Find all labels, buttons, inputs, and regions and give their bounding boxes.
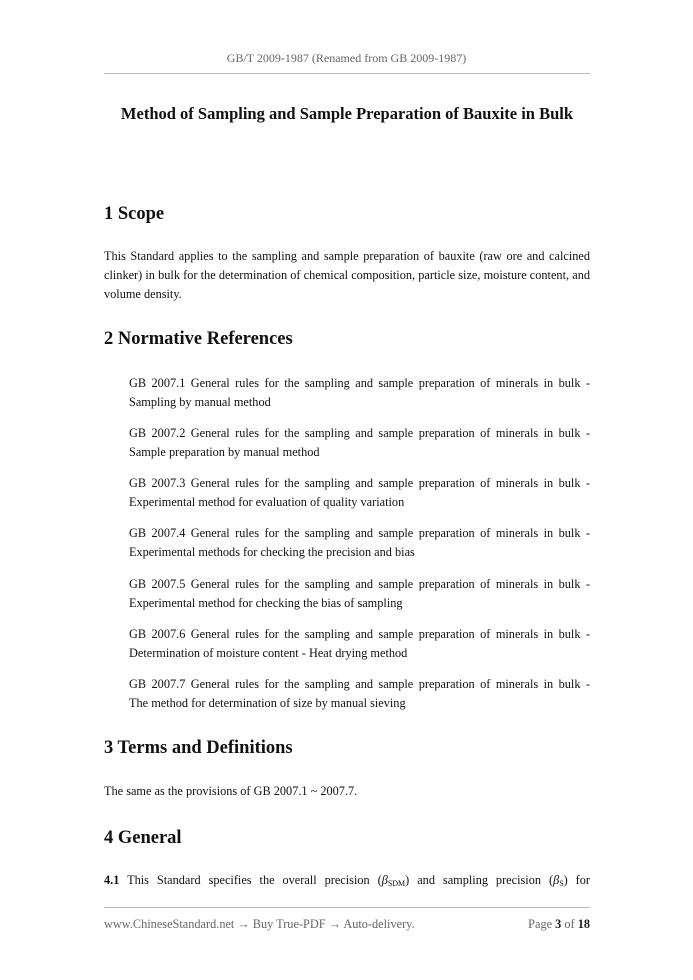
- of-word: of: [564, 917, 575, 931]
- clause-text: ) and sampling precision (: [405, 873, 554, 887]
- terms-paragraph: The same as the provisions of GB 2007.1 ~ 2007.7.: [104, 784, 358, 798]
- footer-rule: [104, 907, 590, 908]
- reference-line: Experimental method for evaluation of quality variation: [129, 495, 405, 509]
- scope-paragraph: This Standard applies to the sampling and sample preparation of bauxite (raw ore and calcined clinker) in bulk for the determination of chemical composition, particle size, moisture content, and volume density.: [104, 249, 590, 301]
- subscript-s: S: [559, 879, 564, 888]
- section-heading-terms: 3 Terms and Definitions: [104, 738, 293, 758]
- reference-line: Experimental methods for checking the precision and bias: [129, 545, 415, 559]
- reference-item: [129, 424, 590, 462]
- reference-line: GB 2007.5 General rules for the sampling and sample preparation of minerals in bulk -: [129, 577, 590, 591]
- reference-item: [129, 374, 590, 412]
- page-total: 18: [577, 917, 590, 931]
- running-header: GB/T 2009-1987 (Renamed from GB 2009-1987): [226, 51, 467, 65]
- reference-line: The method for determination of size by manual sieving: [129, 696, 406, 710]
- section-heading-scope: 1 Scope: [104, 204, 165, 224]
- reference-item: [129, 675, 590, 713]
- page-indicator: [528, 917, 590, 932]
- reference-line: Determination of moisture content - Heat drying method: [129, 646, 408, 660]
- reference-item: [129, 625, 590, 663]
- clause-number: 4.1: [104, 873, 120, 887]
- page-word: Page: [528, 917, 553, 931]
- header-rule: [104, 73, 590, 74]
- reference-line: GB 2007.7 General rules for the sampling and sample preparation of minerals in bulk -: [129, 677, 590, 691]
- clause-text: This Standard specifies the overall precision (: [127, 873, 382, 887]
- reference-line: GB 2007.4 General rules for the sampling and sample preparation of minerals in bulk -: [129, 526, 590, 540]
- reference-item: [129, 524, 590, 562]
- reference-line: GB 2007.6 General rules for the sampling and sample preparation of minerals in bulk -: [129, 627, 590, 641]
- page-number: 3: [555, 917, 562, 931]
- reference-item: [129, 575, 590, 613]
- clause-text: ) for: [563, 873, 591, 887]
- reference-line: GB 2007.1 General rules for the sampling and sample preparation of minerals in bulk -: [129, 376, 590, 390]
- reference-line: Sample preparation by manual method: [129, 445, 320, 459]
- beta-symbol: β: [381, 873, 388, 887]
- reference-line: Sampling by manual method: [129, 395, 271, 409]
- beta-symbol: β: [553, 873, 560, 887]
- subscript-sdm: SDM: [387, 879, 406, 888]
- reference-line: GB 2007.2 General rules for the sampling and sample preparation of minerals in bulk -: [129, 426, 590, 440]
- clause-4-1-paragraph: [104, 871, 590, 893]
- section-heading-normative-references: 2 Normative References: [104, 329, 293, 349]
- reference-line: Experimental method for checking the bias of sampling: [129, 596, 403, 610]
- document-title: Method of Sampling and Sample Preparation of Bauxite in Bulk: [120, 104, 574, 123]
- section-heading-general: 4 General: [104, 828, 182, 848]
- reference-item: [129, 474, 590, 512]
- reference-line: GB 2007.3 General rules for the sampling and sample preparation of minerals in bulk -: [129, 476, 590, 490]
- footer-link-text[interactable]: www.ChineseStandard.net → Buy True-PDF → Auto-delivery.: [104, 917, 415, 931]
